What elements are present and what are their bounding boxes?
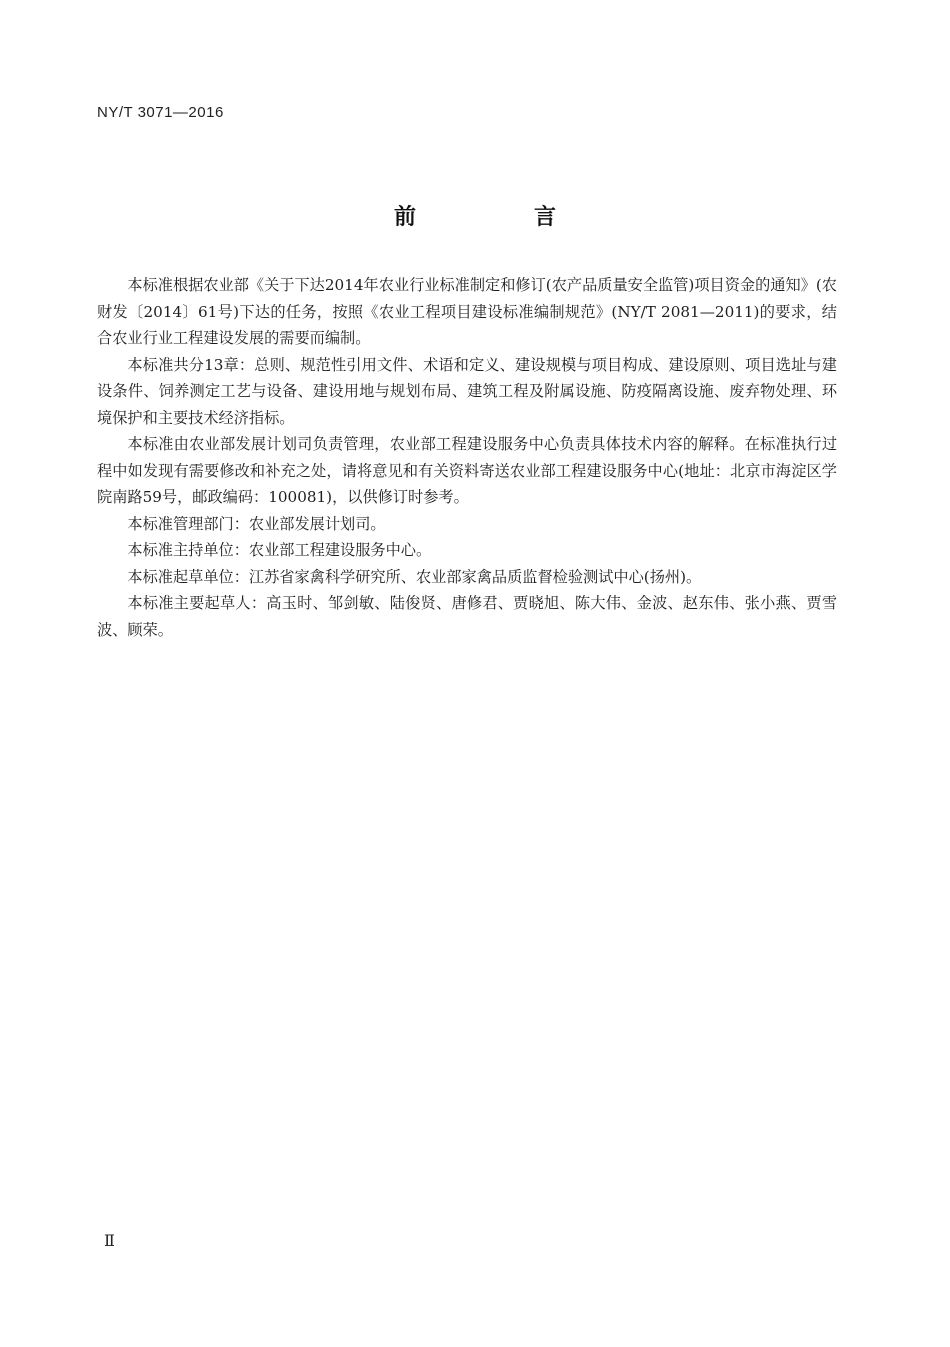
paragraph-drafting-units: 本标准起草单位：江苏省家禽科学研究所、农业部家禽品质监督检验测试中心(扬州)。 xyxy=(127,567,702,586)
page-number: Ⅱ xyxy=(104,1233,115,1250)
page-title: 前 言 xyxy=(393,205,604,230)
paragraph-host-unit: 本标准主持单位：农业部工程建设服务中心。 xyxy=(127,541,432,559)
foreword-body xyxy=(97,272,837,643)
paragraph-drafters: 本标准主要起草人：高玉时、邹剑敏、陆俊贤、唐修君、贾晓旭、陈大伟、金波、赵东伟、张小燕、贾雪波、顾荣。 xyxy=(97,594,837,639)
paragraph-management: 本标准由农业部发展计划司负责管理，农业部工程建设服务中心负责具体技术内容的解释。在标准执行过程中如发现有需要修改和补充之处，请将意见和有关资料寄送农业部工程建设服务中心(地址：北京市海淀区学院南路59号，邮政编码：100081)，以供修订时参考。 xyxy=(97,435,837,506)
standard-code: NY/T 3071—2016 xyxy=(97,104,224,121)
paragraph-chapters: 本标准共分13章：总则、规范性引用文件、术语和定义、建设规模与项目构成、建设原则、项目选址与建设条件、饲养测定工艺与设备、建设用地与规划布局、建筑工程及附属设施、防疫隔离设施、废弃物处理、环境保护和主要技术经济指标。 xyxy=(97,355,837,427)
paragraph-management-dept: 本标准管理部门：农业部发展计划司。 xyxy=(127,514,386,533)
paragraph-basis: 本标准根据农业部《关于下达2014年农业行业标准制定和修订(农产品质量安全监管)项目资金的通知》(农财发〔2014〕61号)下达的任务，按照《农业工程项目建设标准编制规范》(NY/T 2081—2011)的要求，结合农业行业工程建设发展的需要而编制。 xyxy=(97,276,837,347)
